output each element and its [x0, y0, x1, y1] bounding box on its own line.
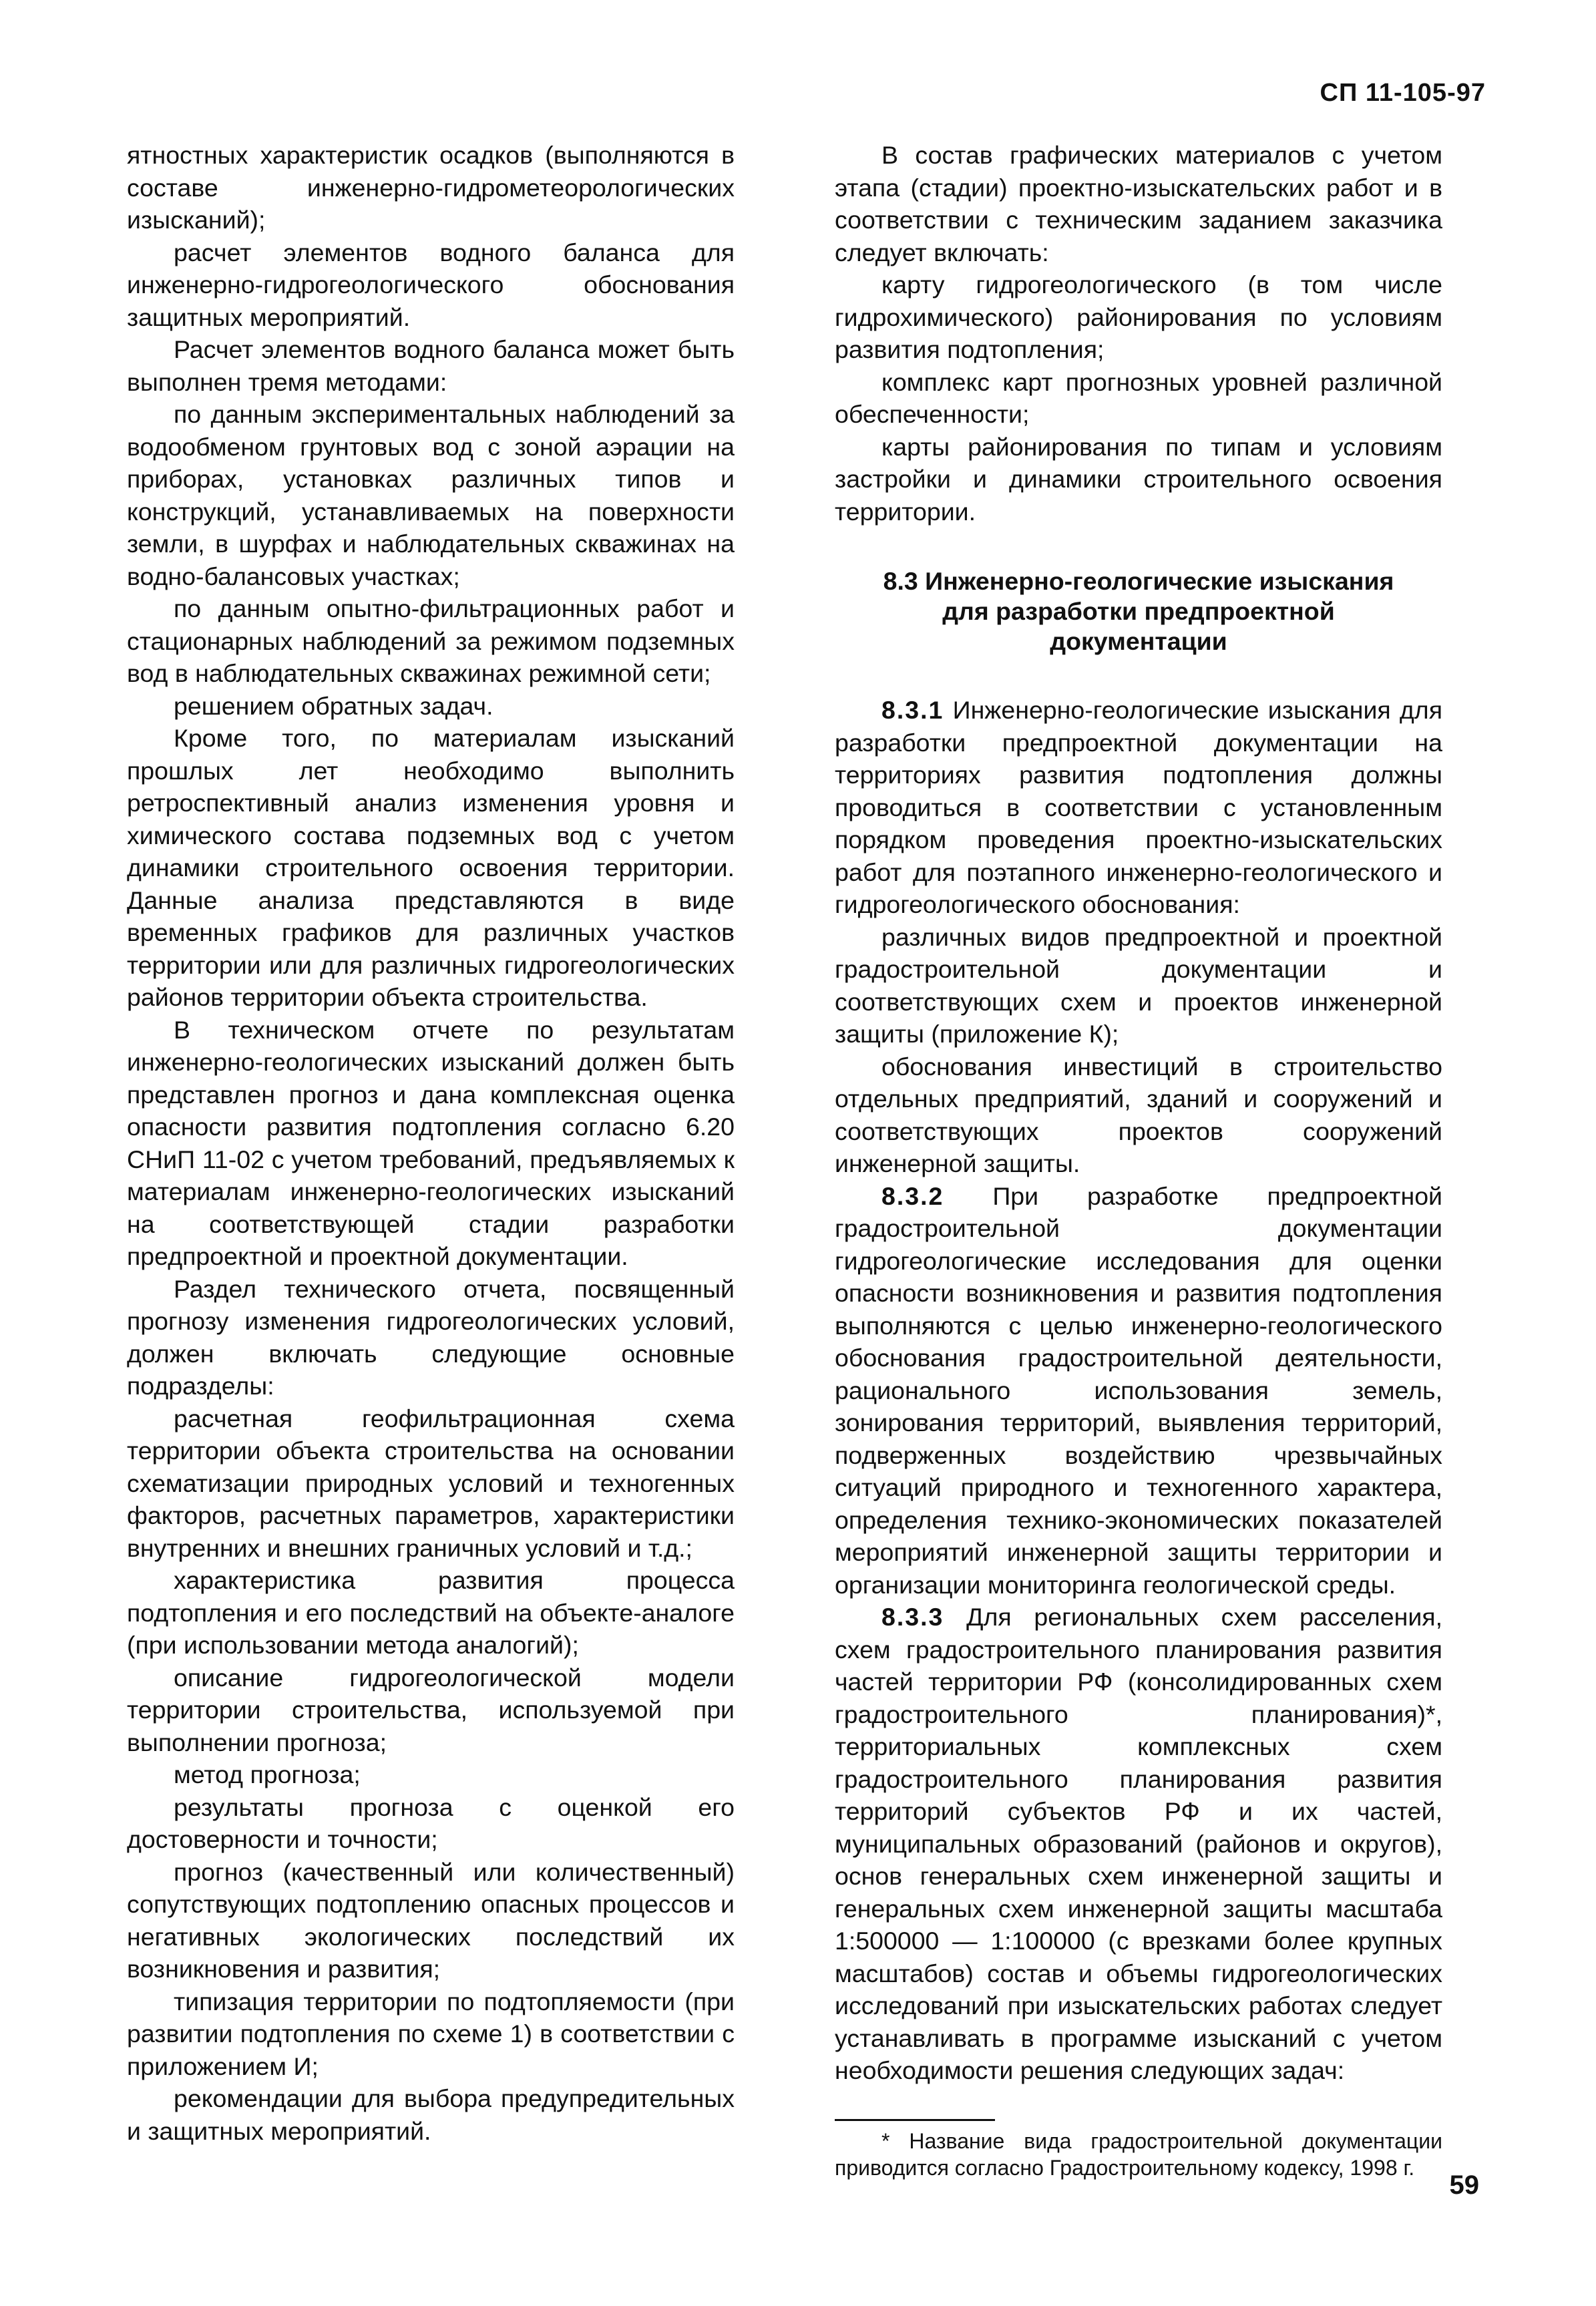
section-heading — [835, 566, 1442, 656]
paragraph: расчетная геофильтрационная схема территории объекта строительства на основании схематизации природных условий и техногенных факторов, расчетных параметров, характеристики внутренних и внешних граничных условий и т.д.; — [127, 1404, 735, 1562]
clause-text: Для региональных схем расселения, схем градостроительного планирования развития частей территории РФ (консолидированных схем градостроительного планирования)*, территориальных комплексных схем градостроительного планирования развития территорий субъектов РФ и их частей, муниципальных образований (районов и округов), основ генеральных схем инженерной защиты и генеральных схем инженерной защиты масштаба 1:500000 — 1:100000 (с врезками более крупных масштабов) состав и объемы гидрогеологических исследований при изыскательских работах следует устанавливать в программе изысканий с учетом необходимости решения следующих задач: — [835, 1603, 1442, 2084]
paragraph: расчет элементов водного баланса для инженерно-гидрогеологического обоснования защитных мероприятий. — [127, 238, 735, 331]
right-column — [835, 139, 1442, 2181]
document-code-header: СП 11-105-97 — [1320, 79, 1486, 107]
paragraph: карты районирования по типам и условиям застройки и динамики строительного освоения территории. — [835, 432, 1442, 526]
paragraph: обоснования инвестиций в строительство отдельных предприятий, зданий и сооружений и соответствующих проектов сооружений инженерной защиты. — [835, 1052, 1442, 1177]
paragraph: результаты прогноза с оценкой его достоверности и точности; — [127, 1792, 735, 1853]
section-heading-line: для разработки предпроектной — [942, 597, 1335, 625]
paragraph: ятностных характеристик осадков (выполняются в составе инженерно-гидрометеорологических изысканий); — [127, 141, 735, 234]
footnote: * Название вида градостроительной документации приводится согласно Градостроительному кодексу, 1998 г. — [835, 2128, 1442, 2180]
paragraph: Расчет элементов водного баланса может быть выполнен тремя методами: — [127, 335, 735, 396]
clause-text: Инженерно-геологические изыскания для разработки предпроектной документации на территориях развития подтопления должны проводиться в соответствии с установленным порядком проведения проектно-изыскательских работ для поэтапного инженерно-геологического и гидрогеологического обоснования: — [835, 696, 1442, 918]
paragraph: решением обратных задач. — [174, 691, 493, 720]
paragraph: комплекс карт прогнозных уровней различной обеспеченности; — [835, 367, 1442, 428]
section-heading-line: 8.3 Инженерно-геологические изыскания — [883, 567, 1394, 595]
paragraph: карту гидрогеологического (в том числе гидрохимического) районирования по условиям развития подтопления; — [835, 270, 1442, 363]
paragraph: Кроме того, по материалам изысканий прошлых лет необходимо выполнить ретроспективный анализ изменения уровня и химического состава подземных вод с учетом динамики строительного освоения территории. Данные анализа представляются в виде временных графиков для различных участков территории или для различных гидрогеологических районов территории объекта строительства. — [127, 724, 735, 1011]
clause-8-3-3 — [835, 1601, 1442, 2087]
paragraph: метод прогноза; — [174, 1760, 361, 1788]
footnote-divider — [835, 2119, 995, 2121]
section-heading-line: документации — [1050, 627, 1227, 655]
paragraph: В техническом отчете по результатам инженерно-геологических изысканий должен быть представлен прогноз и дана комплексная оценка опасности развития подтопления согласно 6.20 СНиП 11-02 с учетом требований, предъявляемых к материалам инженерно-геологических изысканий на соответствующей стадии разработки предпроектной и проектной документации. — [127, 1015, 735, 1270]
clause-8-3-2 — [835, 1180, 1442, 1601]
paragraph: рекомендации для выбора предупредительных и защитных мероприятий. — [127, 2084, 735, 2145]
paragraph: по данным опытно-фильтрационных работ и стационарных наблюдений за режимом подземных вод в наблюдательных скважинах режимной сети; — [127, 594, 735, 687]
paragraph: типизация территории по подтопляемости (при развитии подтопления по схеме 1) в соответствии с приложением И; — [127, 1987, 735, 2080]
paragraph: Раздел технического отчета, посвященный прогнозу изменения гидрогеологических условий, должен включать следующие основные подразделы: — [127, 1274, 735, 1400]
paragraph: по данным экспериментальных наблюдений за водообменом грунтовых вод с зоной аэрации на приборах, установках различных типов и конструкций, устанавливаемых на поверхности земли, в шурфах и наблюдательных скважинах на водно-балансовых участках; — [127, 400, 735, 590]
page-number: 59 — [1449, 2170, 1479, 2200]
paragraph: характеристика развития процесса подтопления и его последствий на объекте-аналоге (при использовании метода аналогий); — [127, 1566, 735, 1659]
clause-number: 8.3.3 — [881, 1603, 944, 1631]
clause-number: 8.3.1 — [881, 696, 944, 724]
paragraph: В состав графических материалов с учетом этапа (стадии) проектно-изыскательских работ и в соответствии с техническим заданием заказчика следует включать: — [835, 141, 1442, 266]
paragraph: описание гидрогеологической модели территории строительства, используемой при выполнении прогноза; — [127, 1663, 735, 1756]
clause-text: При разработке предпроектной градостроительной документации гидрогеологические исследования для оценки опасности возникновения и развития подтопления выполняются с целью инженерно-геологического обоснования градостроительной деятельности, рационального использования земель, зонирования территорий, выявления территорий, подверженных воздействию чрезвычайных ситуаций природного и техногенного характера, определения технико-экономических показателей мероприятий инженерной защиты территории и организации мониторинга геологической среды. — [835, 1181, 1442, 1599]
left-column — [127, 139, 735, 2147]
paragraph: прогноз (качественный или количественный) сопутствующих подтоплению опасных процессов и негативных экологических последствий их возникновения и развития; — [127, 1857, 735, 1983]
paragraph: различных видов предпроектной и проектной градостроительной документации и соответствующих схем и проектов инженерной защиты (приложение К); — [835, 922, 1442, 1048]
clause-8-3-1 — [835, 694, 1442, 921]
clause-number: 8.3.2 — [881, 1181, 944, 1210]
